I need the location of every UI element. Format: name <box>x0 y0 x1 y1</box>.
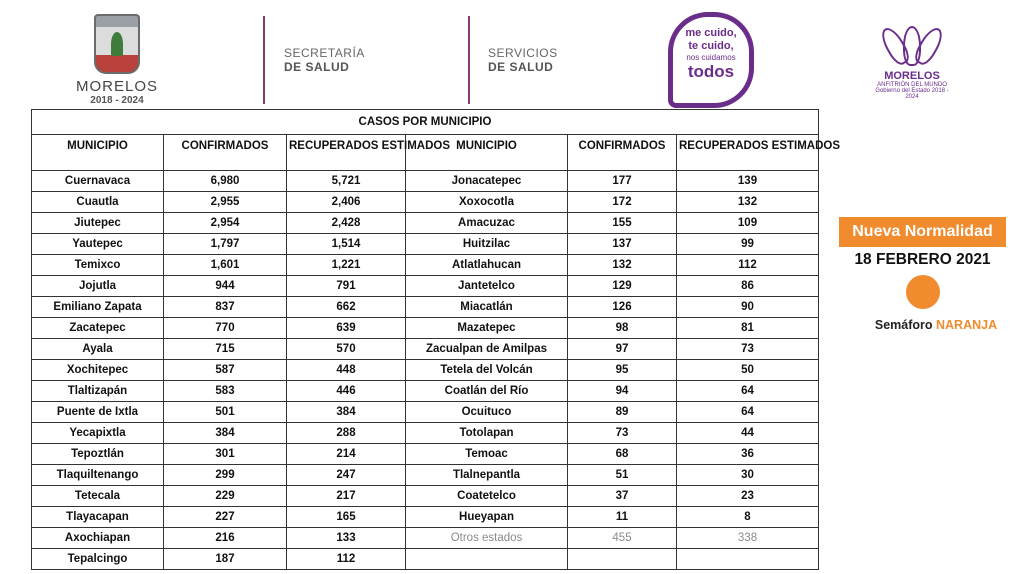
cell-recuperados: 64 <box>677 381 819 402</box>
cell-recuperados: 5,721 <box>287 171 406 192</box>
col-header-confirmados: CONFIRMADOS <box>568 135 677 171</box>
table-row <box>32 318 819 339</box>
table-row <box>32 528 819 549</box>
cell-confirmados: 216 <box>164 528 287 549</box>
table-row <box>32 192 819 213</box>
cell-confirmados: 2,955 <box>164 192 287 213</box>
dept1-line1: SECRETARÍA <box>284 46 365 60</box>
table-row <box>32 507 819 528</box>
divider <box>468 16 470 104</box>
cell-recuperados: 165 <box>287 507 406 528</box>
cell-recuperados: 446 <box>287 381 406 402</box>
cell-confirmados: 68 <box>568 444 677 465</box>
cell-municipio: Amacuzac <box>406 213 568 234</box>
cell-confirmados: 129 <box>568 276 677 297</box>
cell-recuperados: 23 <box>677 486 819 507</box>
cell-municipio: Temixco <box>32 255 164 276</box>
cell-municipio: Xochitepec <box>32 360 164 381</box>
cell-municipio: Jantetelco <box>406 276 568 297</box>
cell-municipio: Cuernavaca <box>32 171 164 192</box>
cell-recuperados: 8 <box>677 507 819 528</box>
cell-municipio: Atlatlahucan <box>406 255 568 276</box>
anf-sub: ANFITRIÓN DEL MUNDO <box>877 82 947 88</box>
col-header-recuperados: RECUPERADOS ESTIMADOS <box>677 135 819 171</box>
cell-confirmados: 126 <box>568 297 677 318</box>
cell-municipio: Axochiapan <box>32 528 164 549</box>
logo-years: 2018 - 2024 <box>90 95 144 106</box>
table-title: CASOS POR MUNICIPIO <box>32 110 819 135</box>
cell-municipio: Tetecala <box>32 486 164 507</box>
cell-municipio: Hueyapan <box>406 507 568 528</box>
cell-confirmados: 1,797 <box>164 234 287 255</box>
cell-confirmados: 172 <box>568 192 677 213</box>
cell-recuperados: 384 <box>287 402 406 423</box>
cell-recuperados: 132 <box>677 192 819 213</box>
table-row <box>32 381 819 402</box>
cell-municipio: Ocuituco <box>406 402 568 423</box>
cell-municipio: Jiutepec <box>32 213 164 234</box>
table-row <box>32 549 819 570</box>
cell-municipio: Emiliano Zapata <box>32 297 164 318</box>
cell-confirmados: 384 <box>164 423 287 444</box>
cell-confirmados: 51 <box>568 465 677 486</box>
col-header-recuperados: RECUPERADOS ESTIMADOS <box>287 135 406 171</box>
badge-line2: te cuido, <box>688 40 734 52</box>
table-row <box>32 255 819 276</box>
cell-confirmados: 583 <box>164 381 287 402</box>
cell-municipio: Tetela del Volcán <box>406 360 568 381</box>
morelos-anfitrion-logo <box>872 14 952 100</box>
cell-confirmados: 94 <box>568 381 677 402</box>
badge-line1: me cuido, <box>685 27 737 39</box>
cell-recuperados: 139 <box>677 171 819 192</box>
table-body <box>32 171 819 570</box>
cell-municipio: Zacatepec <box>32 318 164 339</box>
cell-confirmados: 2,954 <box>164 213 287 234</box>
cell-municipio: Zacualpan de Amilpas <box>406 339 568 360</box>
anf-title: MORELOS <box>884 70 940 82</box>
cell-recuperados: 1,514 <box>287 234 406 255</box>
cell-confirmados: 715 <box>164 339 287 360</box>
table-row <box>32 171 819 192</box>
cell-confirmados: 132 <box>568 255 677 276</box>
cell-recuperados: 44 <box>677 423 819 444</box>
table-row <box>32 486 819 507</box>
table-row <box>32 213 819 234</box>
cell-recuperados: 639 <box>287 318 406 339</box>
dept1-line2: DE SALUD <box>284 60 350 74</box>
cases-table <box>31 109 841 570</box>
cell-municipio: Tlayacapan <box>32 507 164 528</box>
cell-confirmados <box>568 549 677 570</box>
cell-confirmados: 1,601 <box>164 255 287 276</box>
cell-confirmados: 229 <box>164 486 287 507</box>
cell-municipio: Tepalcingo <box>32 549 164 570</box>
table-row <box>32 234 819 255</box>
table-row <box>32 276 819 297</box>
lotus-icon <box>882 14 942 70</box>
cell-municipio: Otros estados <box>406 528 568 549</box>
cell-recuperados: 81 <box>677 318 819 339</box>
secretaria-salud-logo <box>284 46 365 74</box>
cell-recuperados: 1,221 <box>287 255 406 276</box>
cell-confirmados: 501 <box>164 402 287 423</box>
cell-confirmados: 227 <box>164 507 287 528</box>
table-row <box>32 402 819 423</box>
cases-table-wrap <box>31 109 841 570</box>
cell-confirmados: 73 <box>568 423 677 444</box>
semaforo-level: NARANJA <box>936 318 998 332</box>
table-row <box>32 339 819 360</box>
cell-recuperados: 217 <box>287 486 406 507</box>
cell-recuperados: 36 <box>677 444 819 465</box>
table-row <box>32 297 819 318</box>
cell-recuperados: 133 <box>287 528 406 549</box>
cell-recuperados: 448 <box>287 360 406 381</box>
cell-municipio: Yecapixtla <box>32 423 164 444</box>
cell-confirmados: 187 <box>164 549 287 570</box>
cell-municipio: Temoac <box>406 444 568 465</box>
cell-confirmados: 97 <box>568 339 677 360</box>
cell-confirmados: 944 <box>164 276 287 297</box>
cell-recuperados: 662 <box>287 297 406 318</box>
cell-municipio: Jojutla <box>32 276 164 297</box>
morelos-seal-icon <box>94 14 140 74</box>
cell-recuperados: 338 <box>677 528 819 549</box>
cell-recuperados: 86 <box>677 276 819 297</box>
cell-municipio: Xoxocotla <box>406 192 568 213</box>
cell-municipio: Mazatepec <box>406 318 568 339</box>
cell-municipio: Totolapan <box>406 423 568 444</box>
cell-recuperados: 112 <box>287 549 406 570</box>
cell-confirmados: 37 <box>568 486 677 507</box>
cell-confirmados: 98 <box>568 318 677 339</box>
table-row <box>32 465 819 486</box>
cell-recuperados: 2,406 <box>287 192 406 213</box>
semaforo-label: Semáforo <box>874 318 933 332</box>
cell-municipio: Puente de Ixtla <box>32 402 164 423</box>
cell-confirmados: 177 <box>568 171 677 192</box>
cell-recuperados: 791 <box>287 276 406 297</box>
cell-recuperados: 112 <box>677 255 819 276</box>
dept2-line2: DE SALUD <box>488 60 554 74</box>
cell-confirmados: 837 <box>164 297 287 318</box>
col-header-confirmados: CONFIRMADOS <box>164 135 287 171</box>
cell-recuperados: 2,428 <box>287 213 406 234</box>
dept2-line1: SERVICIOS <box>488 46 558 60</box>
cell-confirmados: 137 <box>568 234 677 255</box>
cell-recuperados: 288 <box>287 423 406 444</box>
cell-recuperados: 73 <box>677 339 819 360</box>
cell-recuperados: 109 <box>677 213 819 234</box>
cell-municipio: Coatetelco <box>406 486 568 507</box>
cell-municipio: Ayala <box>32 339 164 360</box>
cell-recuperados: 64 <box>677 402 819 423</box>
cell-recuperados: 90 <box>677 297 819 318</box>
cell-recuperados: 247 <box>287 465 406 486</box>
col-header-municipio: MUNICIPIO <box>406 135 568 171</box>
cell-confirmados: 770 <box>164 318 287 339</box>
cell-recuperados: 214 <box>287 444 406 465</box>
table-row <box>32 360 819 381</box>
divider <box>263 16 265 104</box>
cell-confirmados: 299 <box>164 465 287 486</box>
cell-confirmados: 155 <box>568 213 677 234</box>
cell-recuperados: 30 <box>677 465 819 486</box>
cell-municipio: Coatlán del Río <box>406 381 568 402</box>
cell-recuperados <box>677 549 819 570</box>
cell-municipio: Yautepec <box>32 234 164 255</box>
cell-confirmados: 455 <box>568 528 677 549</box>
cell-confirmados: 95 <box>568 360 677 381</box>
morelos-logo <box>74 14 160 106</box>
nueva-normalidad-banner: Nueva Normalidad <box>839 217 1006 247</box>
badge-line4: todos <box>687 62 735 81</box>
table-row <box>32 423 819 444</box>
cell-municipio <box>406 549 568 570</box>
logo-name: MORELOS <box>75 78 158 95</box>
me-cuido-badge <box>668 12 754 108</box>
anf-sub2: Gobierno del Estado 2018 - 2024 <box>875 88 949 100</box>
badge-line3: nos cuidamos <box>686 53 736 62</box>
cell-municipio: Cuautla <box>32 192 164 213</box>
semaforo-status <box>836 318 1036 332</box>
servicios-salud-logo <box>488 46 558 74</box>
cell-confirmados: 11 <box>568 507 677 528</box>
semaforo-light-icon <box>906 275 940 309</box>
cell-recuperados: 50 <box>677 360 819 381</box>
cell-confirmados: 89 <box>568 402 677 423</box>
cell-municipio: Huitzilac <box>406 234 568 255</box>
cell-municipio: Jonacatepec <box>406 171 568 192</box>
cell-municipio: Miacatlán <box>406 297 568 318</box>
cell-municipio: Tlalnepantla <box>406 465 568 486</box>
cell-confirmados: 301 <box>164 444 287 465</box>
cell-municipio: Tepoztlán <box>32 444 164 465</box>
cell-confirmados: 587 <box>164 360 287 381</box>
cell-recuperados: 570 <box>287 339 406 360</box>
cell-confirmados: 6,980 <box>164 171 287 192</box>
cell-municipio: Tlaltizapán <box>32 381 164 402</box>
cell-recuperados: 99 <box>677 234 819 255</box>
col-header-municipio: MUNICIPIO <box>32 135 164 171</box>
table-row <box>32 444 819 465</box>
cell-municipio: Tlaquiltenango <box>32 465 164 486</box>
report-date: 18 FEBRERO 2021 <box>854 251 991 268</box>
